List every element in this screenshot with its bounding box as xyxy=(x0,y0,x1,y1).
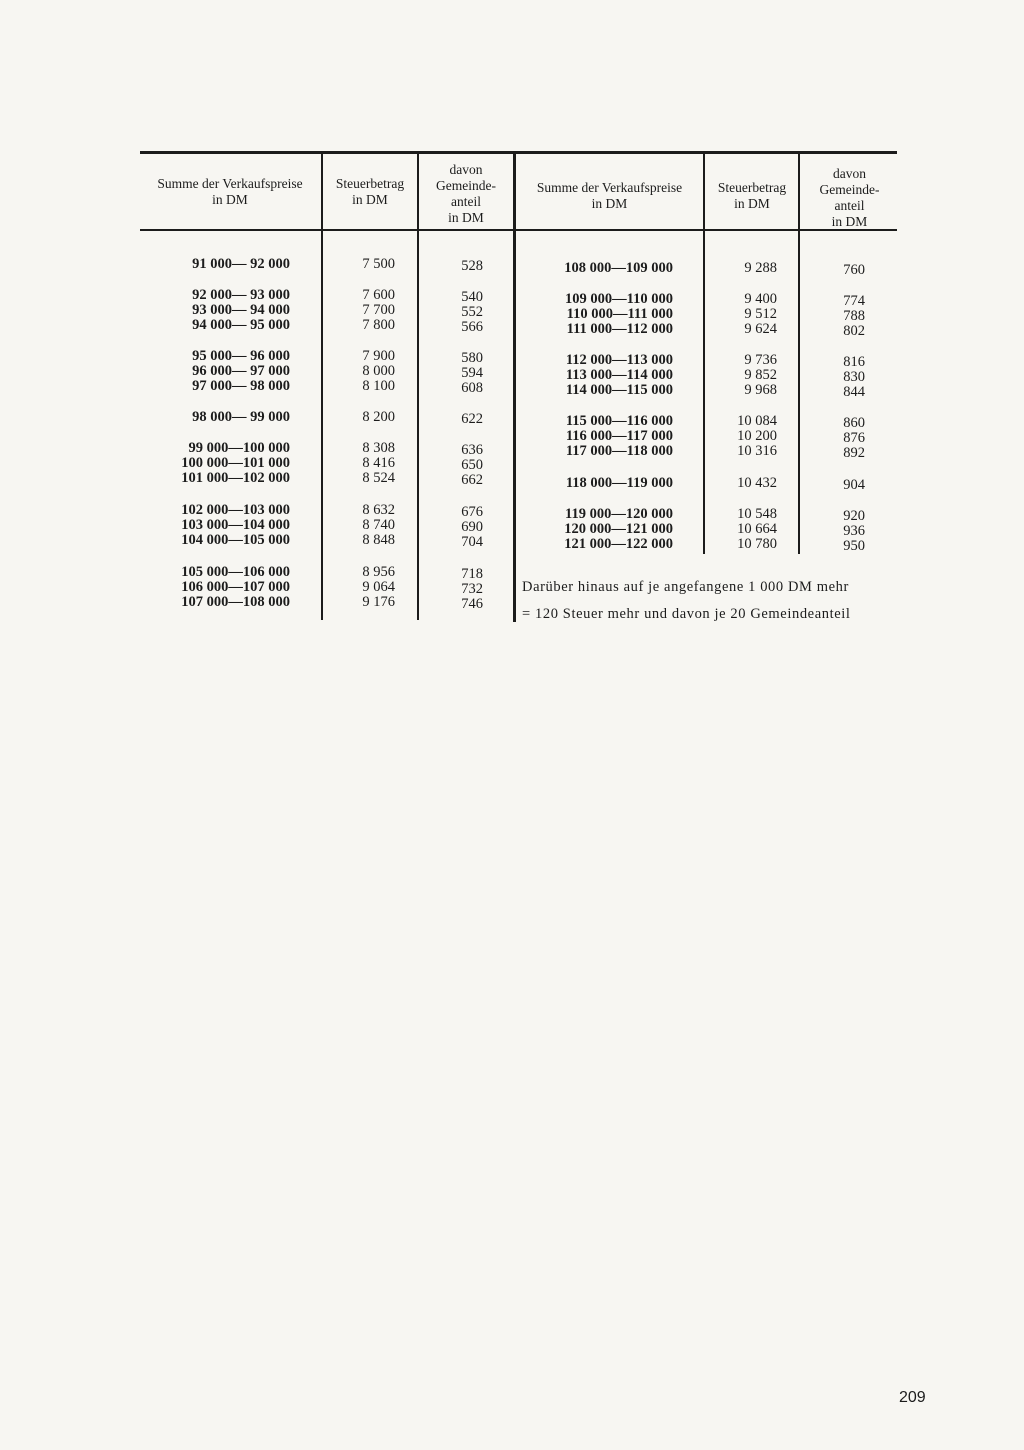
municipal-share-cell: 892 xyxy=(843,445,865,461)
column-divider xyxy=(417,154,419,620)
price-range-cell: 100 000—101 000 xyxy=(181,455,290,471)
municipal-share-cell: 860 xyxy=(843,415,865,431)
municipal-share-cell: 594 xyxy=(461,365,483,381)
tax-amount-cell: 9 288 xyxy=(744,260,777,276)
header-left-sum: Summe der Verkaufspreise in DM xyxy=(157,176,303,207)
price-range-cell: 106 000—107 000 xyxy=(181,579,290,595)
tax-amount-cell: 10 200 xyxy=(737,428,777,444)
municipal-share-cell: 528 xyxy=(461,258,483,274)
municipal-share-cell: 760 xyxy=(843,262,865,278)
price-range-cell: 103 000—104 000 xyxy=(181,517,290,533)
tax-amount-cell: 10 780 xyxy=(737,536,777,552)
page-number: 209 xyxy=(899,1389,926,1406)
price-range-cell: 94 000— 95 000 xyxy=(192,317,290,333)
municipal-share-cell: 816 xyxy=(843,354,865,370)
price-range-cell: 115 000—116 000 xyxy=(565,413,673,429)
table-top-rule xyxy=(140,151,897,154)
price-range-cell: 112 000—113 000 xyxy=(565,352,673,368)
municipal-share-cell: 802 xyxy=(843,323,865,339)
tax-amount-cell: 9 512 xyxy=(744,306,777,322)
municipal-share-cell: 622 xyxy=(461,411,483,427)
tax-amount-cell: 7 500 xyxy=(362,256,395,272)
column-divider xyxy=(703,154,705,554)
tax-amount-cell: 7 700 xyxy=(362,302,395,318)
tax-amount-cell: 8 740 xyxy=(362,517,395,533)
price-range-cell: 121 000—122 000 xyxy=(564,536,673,552)
price-range-cell: 105 000—106 000 xyxy=(181,564,290,580)
municipal-share-cell: 540 xyxy=(461,289,483,305)
price-range-cell: 118 000—119 000 xyxy=(565,475,673,491)
price-range-cell: 111 000—112 000 xyxy=(566,321,673,337)
column-divider xyxy=(321,154,323,620)
price-range-cell: 97 000— 98 000 xyxy=(192,378,290,394)
municipal-share-cell: 936 xyxy=(843,523,865,539)
tax-amount-cell: 8 000 xyxy=(362,363,395,379)
municipal-share-cell: 662 xyxy=(461,472,483,488)
municipal-share-cell: 676 xyxy=(461,504,483,520)
municipal-share-cell: 732 xyxy=(461,581,483,597)
price-range-cell: 117 000—118 000 xyxy=(565,443,673,459)
price-range-cell: 114 000—115 000 xyxy=(565,382,673,398)
municipal-share-cell: 552 xyxy=(461,304,483,320)
price-range-cell: 96 000— 97 000 xyxy=(192,363,290,379)
municipal-share-cell: 636 xyxy=(461,442,483,458)
tax-amount-cell: 10 432 xyxy=(737,475,777,491)
tax-amount-cell: 10 664 xyxy=(737,521,777,537)
municipal-share-cell: 904 xyxy=(843,477,865,493)
municipal-share-cell: 830 xyxy=(843,369,865,385)
price-range-cell: 104 000—105 000 xyxy=(181,532,290,548)
tax-amount-cell: 9 736 xyxy=(744,352,777,368)
tax-amount-cell: 8 956 xyxy=(362,564,395,580)
tax-amount-cell: 9 624 xyxy=(744,321,777,337)
tax-amount-cell: 8 524 xyxy=(362,470,395,486)
tax-amount-cell: 7 900 xyxy=(362,348,395,364)
price-range-cell: 99 000—100 000 xyxy=(188,440,290,456)
municipal-share-cell: 690 xyxy=(461,519,483,535)
tax-amount-cell: 9 968 xyxy=(744,382,777,398)
price-range-cell: 120 000—121 000 xyxy=(564,521,673,537)
header-right-tax: Steuerbetrag in DM xyxy=(717,180,787,211)
price-range-cell: 98 000— 99 000 xyxy=(192,409,290,425)
header-bottom-rule xyxy=(140,229,897,231)
municipal-share-cell: 718 xyxy=(461,566,483,582)
municipal-share-cell: 844 xyxy=(843,384,865,400)
tax-amount-cell: 8 632 xyxy=(362,502,395,518)
tax-amount-cell: 9 852 xyxy=(744,367,777,383)
tax-amount-cell: 7 800 xyxy=(362,317,395,333)
municipal-share-cell: 920 xyxy=(843,508,865,524)
tax-amount-cell: 8 308 xyxy=(362,440,395,456)
header-left-share: davon Gemeinde- anteil in DM xyxy=(436,162,496,225)
municipal-share-cell: 704 xyxy=(461,534,483,550)
tax-amount-cell: 9 064 xyxy=(362,579,395,595)
header-right-share: davon Gemeinde- anteil in DM xyxy=(819,166,880,229)
tax-amount-cell: 8 848 xyxy=(362,532,395,548)
price-range-cell: 92 000— 93 000 xyxy=(192,287,290,303)
price-range-cell: 109 000—110 000 xyxy=(565,291,673,307)
municipal-share-cell: 876 xyxy=(843,430,865,446)
price-range-cell: 113 000—114 000 xyxy=(565,367,673,383)
price-range-cell: 101 000—102 000 xyxy=(181,470,290,486)
municipal-share-cell: 788 xyxy=(843,308,865,324)
tax-amount-cell: 7 600 xyxy=(362,287,395,303)
municipal-share-cell: 566 xyxy=(461,319,483,335)
tax-amount-cell: 10 548 xyxy=(737,506,777,522)
price-range-cell: 108 000—109 000 xyxy=(564,260,673,276)
tax-amount-cell: 9 176 xyxy=(362,594,395,610)
municipal-share-cell: 774 xyxy=(843,293,865,309)
price-range-cell: 107 000—108 000 xyxy=(181,594,290,610)
price-range-cell: 116 000—117 000 xyxy=(565,428,673,444)
price-range-cell: 93 000— 94 000 xyxy=(192,302,290,318)
price-range-cell: 119 000—120 000 xyxy=(565,506,673,522)
header-right-sum: Summe der Verkaufspreise in DM xyxy=(536,180,683,211)
price-range-cell: 95 000— 96 000 xyxy=(192,348,290,364)
municipal-share-cell: 650 xyxy=(461,457,483,473)
tax-amount-cell: 8 200 xyxy=(362,409,395,425)
municipal-share-cell: 950 xyxy=(843,538,865,554)
tax-amount-cell: 9 400 xyxy=(744,291,777,307)
price-range-cell: 102 000—103 000 xyxy=(181,502,290,518)
municipal-share-cell: 580 xyxy=(461,350,483,366)
tax-amount-cell: 10 316 xyxy=(737,443,777,459)
price-range-cell: 110 000—111 000 xyxy=(566,306,673,322)
note-line-2: = 120 Steuer mehr und davon je 20 Gemeindeanteil xyxy=(522,606,851,622)
note-line-1: Darüber hinaus auf je angefangene 1 000 DM mehr xyxy=(522,579,849,595)
municipal-share-cell: 746 xyxy=(461,596,483,612)
header-left-tax: Steuerbetrag in DM xyxy=(335,176,405,207)
tax-amount-cell: 8 416 xyxy=(362,455,395,471)
municipal-share-cell: 608 xyxy=(461,380,483,396)
column-divider xyxy=(798,154,800,554)
tax-amount-cell: 10 084 xyxy=(737,413,777,429)
tax-amount-cell: 8 100 xyxy=(362,378,395,394)
price-range-cell: 91 000— 92 000 xyxy=(192,256,290,272)
